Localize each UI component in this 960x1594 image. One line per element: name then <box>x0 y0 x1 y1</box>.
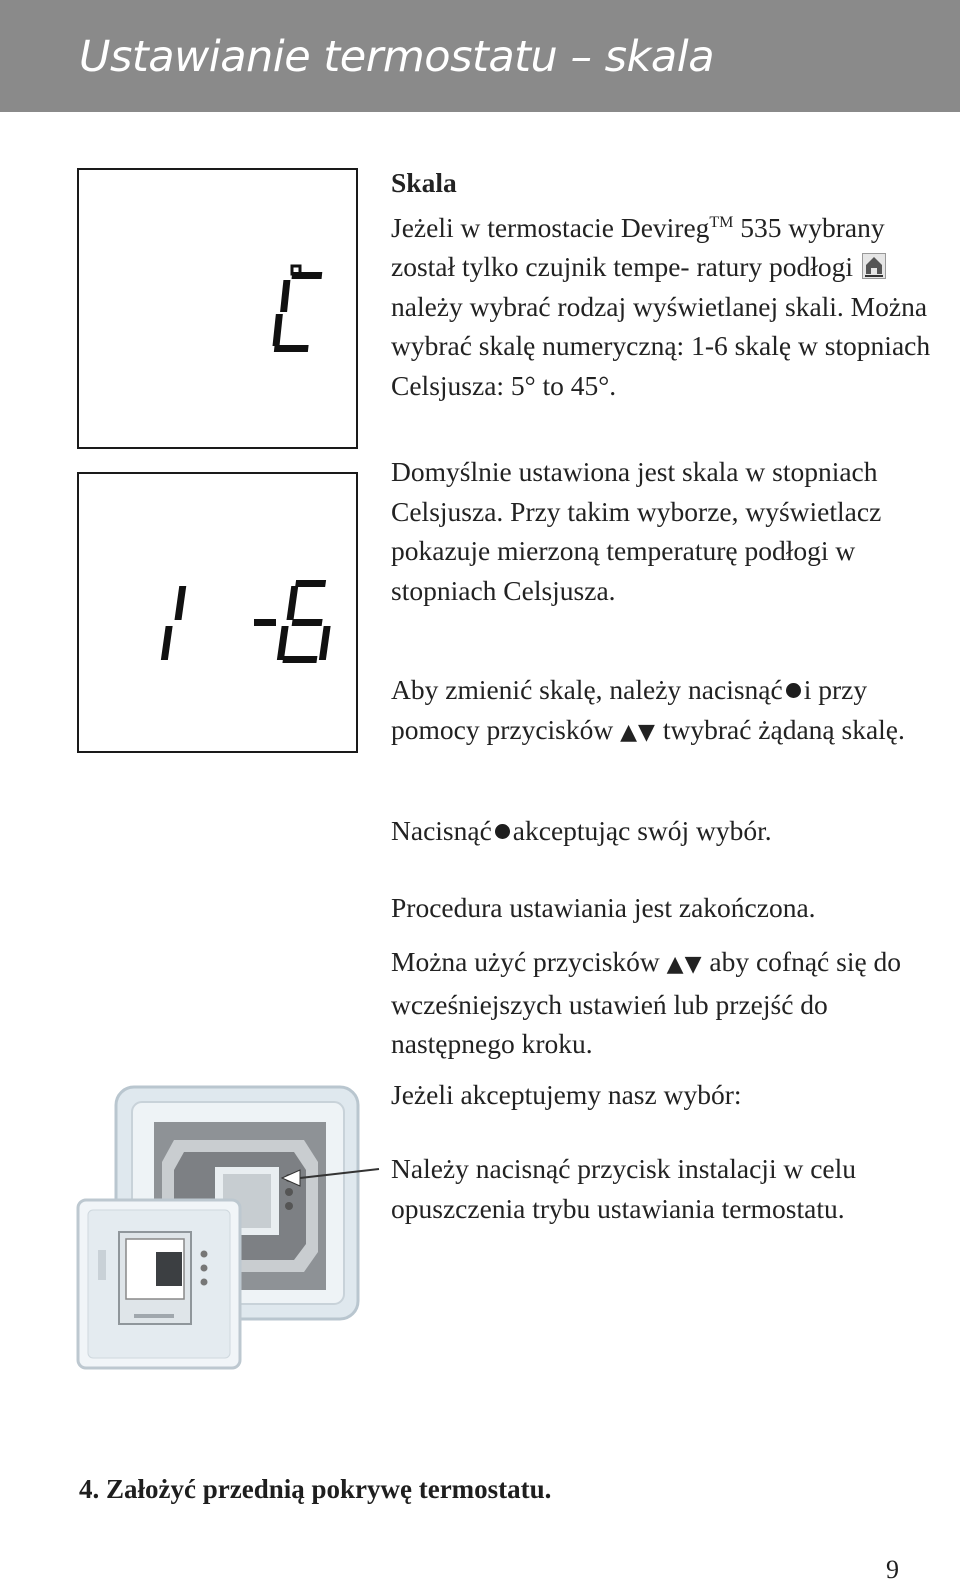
step-instruction: 4. Założyć przednią pokrywę termostatu. <box>79 1474 552 1504</box>
p4-text-b: akceptując swój wybór. <box>512 815 772 846</box>
ok-button-icon <box>495 824 510 839</box>
paragraph-install-button: Należy nacisnąć przycisk instalacji w celu opuszczenia trybu ustawiania termostatu. <box>391 1153 857 1224</box>
paragraph-navigation <box>391 942 936 1064</box>
section-heading: Skala <box>391 167 457 198</box>
display-panel-numeric <box>77 472 358 753</box>
paragraph-confirm <box>391 811 936 851</box>
header-bar <box>0 0 960 112</box>
lcd-scale-numeric-icon <box>79 474 356 751</box>
paragraph-skala <box>391 163 936 405</box>
page-number: 9 <box>886 1555 899 1584</box>
paragraph-procedure-done: Procedura ustawiania jest zakończona. <box>391 892 816 923</box>
p6-text-a: Można użyć przycisków <box>391 946 660 977</box>
p1-text-b: 535 wybrany został tylko czujnik tempe- ratury podłogi <box>391 211 885 283</box>
p3-text-a: Aby zmienić skalę, należy nacisnąć <box>391 674 783 705</box>
p6-text-b: aby cofnąć się do wcześniejszych ustawień lub przejść do następnego kroku. <box>391 946 902 1059</box>
house-floor-icon <box>862 253 886 279</box>
ok-button-icon <box>786 683 801 698</box>
paragraph-default-scale: Domyślnie ustawiona jest skala w stopniach Celsjusza. Przy takim wyborze, wyświetlacz pokazuje mierzoną temperaturę podłogi w stopniach Celsjusza. <box>391 456 882 606</box>
p1-text-a: Jeżeli w termostacie Devireg <box>391 211 710 243</box>
lcd-celsius-icon <box>79 170 356 447</box>
paragraph-change-scale <box>391 670 936 752</box>
p3-text-b: i przy pomocy przycisków <box>391 674 868 745</box>
thermostat-illustration <box>74 1082 394 1372</box>
display-panel-unit <box>77 168 358 449</box>
up-down-arrows-icon: ▲▼ <box>620 719 656 745</box>
up-down-arrows-icon: ▲▼ <box>666 952 703 977</box>
paragraph-accept: Jeżeli akceptujemy nasz wybór: <box>391 1079 742 1110</box>
page-title: Ustawianie termostatu – skala <box>79 32 715 82</box>
p3-text-c: twybrać żądaną skalę. <box>662 713 905 745</box>
p1-text-c: należy wybrać rodzaj wyświetlanej skali. Można wybrać skalę numeryczną: 1-6 skalę w stopniach Celsjusza: 5° to 45°. <box>391 290 931 401</box>
trademark-mark: TM <box>709 213 734 231</box>
p4-text-a: Nacisnąć <box>391 815 492 846</box>
